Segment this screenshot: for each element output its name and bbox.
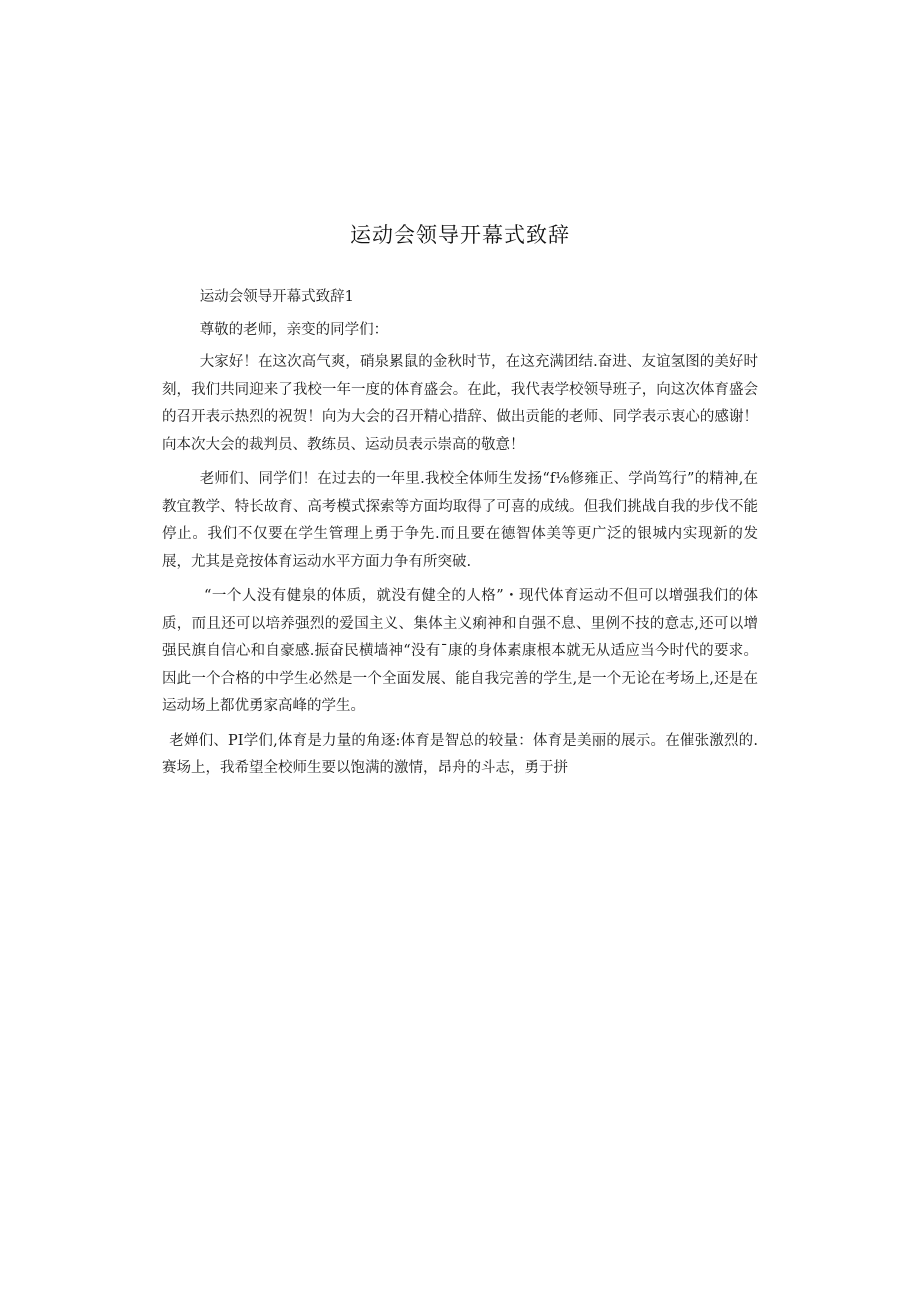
paragraph-achievements: 老师们、同学们！在过去的一年里.我校全体师生发扬“f⅛修雍正、学尚笃行”的精神,在教宜教学、特长故育、高考模式探索等方面均取得了可喜的成绒。但我们挑战自我的步伐不能停止。我们不仅要在学生管理上勇于争先.而且要在德智体美等更广泛的银城内实现新的发展，尤其是竞按体育运动水平方面力争有所突破. <box>162 471 758 570</box>
paragraph-greeting: 大家好！在这次高气爽，硝泉累鼠的金秋时节，在这充满团结.奋进、友谊氢图的美好时刻，我们共同迎来了我校一年一度的体育盛会。在此，我代表学校领导班子，向这次体育盛会的召开表示热烈的祝贺！向为大会的召开精心措辞、做出贡能的老师、同学表示衷心的感谢！向本次大会的裁判员、教练员、运动员表示崇高的敬意！ <box>162 354 758 453</box>
paragraph-sports: 老婵们、PI学们,体育是力量的角逐:体育是智总的较量：体育是美丽的展示。在催张激烈的.赛场上，我希望全校师生要以饱满的激情，昂舟的斗志，勇于拼 <box>162 732 758 776</box>
salutation: 尊敬的老师，亲变的同学们： <box>199 321 389 338</box>
document-body <box>162 284 758 791</box>
document-title: 运动会领导开幕式致辞 <box>350 223 570 247</box>
section-heading: 运动会领导开幕式致辞1 <box>199 289 354 305</box>
paragraph-health: “一个人没有健泉的体质，就没有健全的人格”・现代体育运动不但可以增强我们的体质，而且还可以培养强烈的爱国主义、集体主义痢神和自强不息、里例不技的意志,还可以增强民旗自信心和自豪感.振奋民横墙神“没有ˉ康的身体素康根本就无从适应当今时代的要求。因此一个合格的中学生必然是一个全面发展、能自我完善的学生,是一个无论在考场上,还是在运动场上都优勇家高峰的学生。 <box>162 588 758 714</box>
